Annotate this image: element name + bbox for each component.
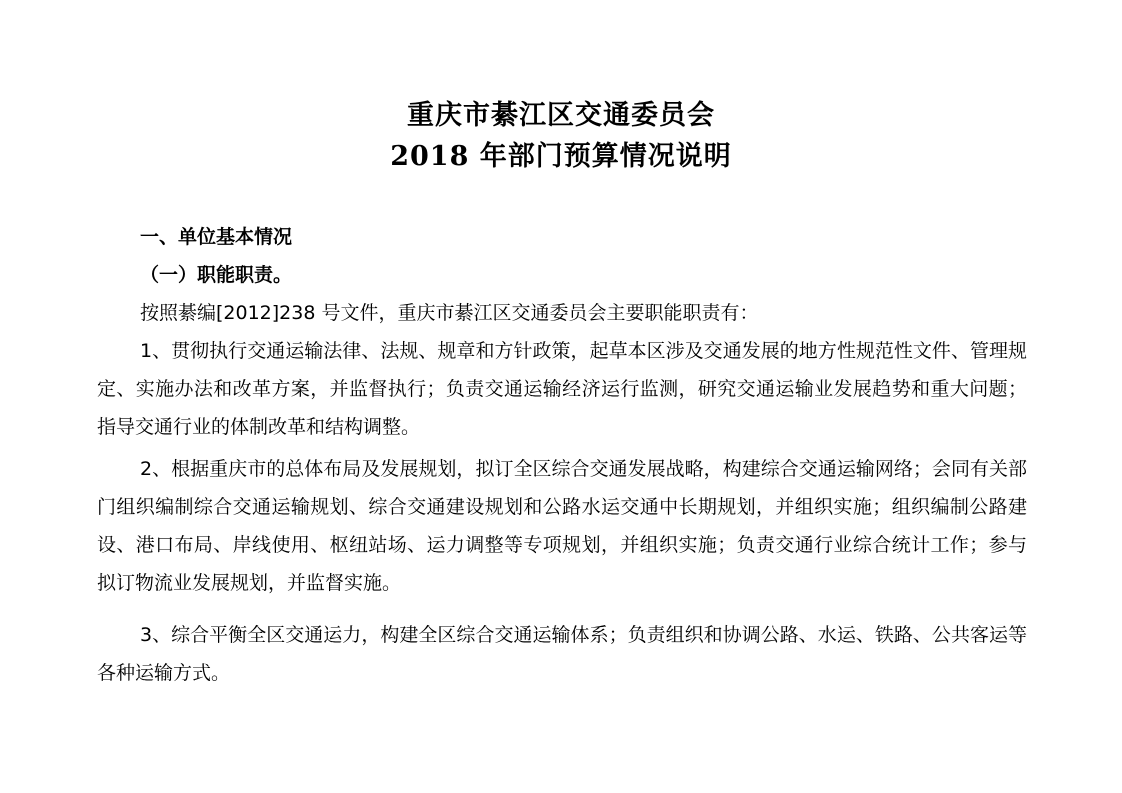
- duty-item-2: 2、根据重庆市的总体布局及发展规划，拟订全区综合交通发展战略，构建综合交通运输网络；会同有关部门组织编制综合交通运输规划、综合交通建设规划和公路水运交通中长期规划，并组织实施；组织编制公路建设、港口布局、岸线使用、枢纽站场、运力调整等专项规划，并组织实施；负责交通行业综合统计工作；参与拟订物流业发展规划，并监督实施。: [97, 458, 1027, 594]
- subsection-heading: （一）职能职责。: [140, 264, 293, 286]
- document-title-line1: 重庆市綦江区交通委员会: [407, 100, 715, 131]
- duty-item-3: 3、综合平衡全区交通运力，构建全区综合交通运输体系；负责组织和协调公路、水运、铁路、公共客运等各种运输方式。: [97, 624, 1027, 684]
- intro-paragraph: 按照綦编[2012]238 号文件，重庆市綦江区交通委员会主要职能职责有：: [140, 302, 759, 324]
- section-heading: 一、单位基本情况: [140, 226, 293, 248]
- duty-item-1: 1、贯彻执行交通运输法律、法规、规章和方针政策，起草本区涉及交通发展的地方性规范性文件、管理规定、实施办法和改革方案，并监督执行；负责交通运输经济运行监测，研究交通运输业发展趋势和重大问题；指导交通行业的体制改革和结构调整。: [97, 340, 1027, 438]
- document-title-line2: 2018 年部门预算情况说明: [390, 141, 732, 172]
